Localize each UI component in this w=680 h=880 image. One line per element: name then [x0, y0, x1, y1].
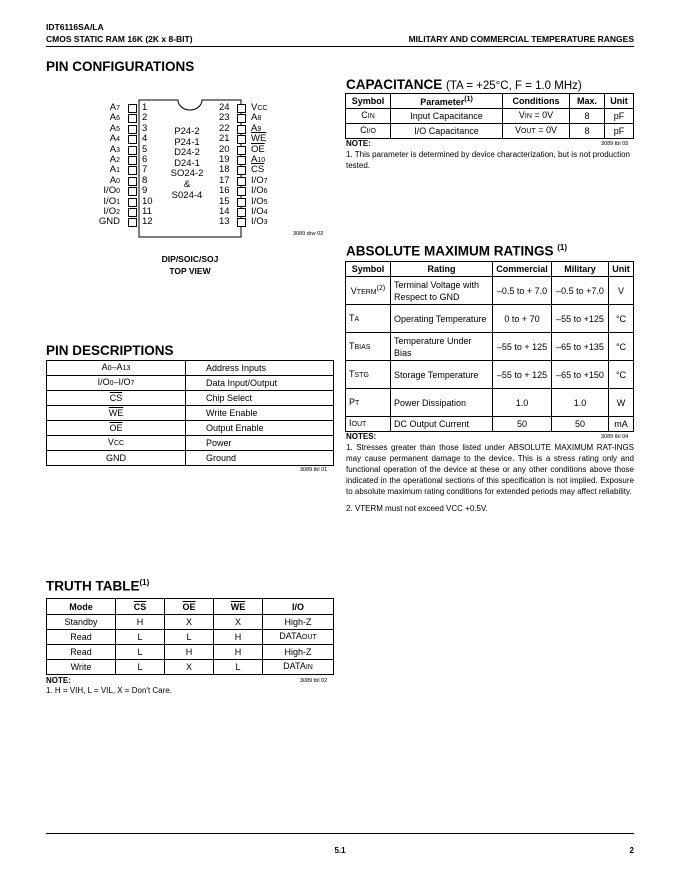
pin-number-left: 3 [142, 122, 148, 134]
abs-max-title-text: ABSOLUTE MAXIMUM RATINGS [346, 243, 554, 259]
pin-number-right: 21 [219, 133, 230, 145]
capacitance-title-text: CAPACITANCE [346, 77, 443, 92]
col-header: Max. [570, 94, 605, 109]
package-code: P24-1 [174, 136, 200, 148]
pin-desc-table [46, 360, 334, 466]
table-cell: Write Enable [186, 406, 334, 421]
footer-section: 5.1 [334, 846, 346, 855]
table-cell: 8 [570, 109, 605, 124]
table-cell: –55 to + 125 [493, 361, 552, 389]
col-header [165, 599, 214, 615]
table-row [346, 361, 634, 389]
col-header: Parameter$^{(1)}$ [391, 94, 503, 109]
table-row [47, 436, 334, 451]
table-row [47, 391, 334, 406]
pin-number-left: 9 [142, 185, 148, 197]
truth-title-sup: (1) [139, 578, 150, 587]
table-row [47, 660, 334, 675]
col-header-text: $\overline{OE}$ [182, 601, 196, 612]
pin-number-right: 13 [219, 216, 230, 228]
table-cell: VOUT = 0V [503, 124, 570, 139]
abs-max-title [346, 243, 567, 259]
table-row [47, 630, 334, 645]
table-row [346, 109, 634, 124]
truth-note: 1. H = VIH, L = VIL, X = Don't Care. [46, 686, 172, 695]
pin-box [128, 218, 137, 227]
table-cell: GND [47, 451, 186, 466]
pin-number-right: 15 [219, 195, 230, 207]
table-row [47, 451, 334, 466]
pin-label-right: I/O4 [251, 206, 268, 217]
pin-box [237, 125, 246, 134]
col-header-text: $\overline{CS}$ [133, 601, 147, 612]
pin-label-left: A7 [109, 102, 120, 113]
dip-caption-view: TOP VIEW [169, 266, 211, 276]
col-header: Unit [605, 94, 634, 109]
pin-box [237, 177, 246, 186]
pin-name: $\overline{CS}$ [109, 393, 123, 403]
pin-name: $\overline{WE}$ [108, 408, 124, 418]
pin-label-right: I/O3 [251, 216, 268, 228]
pin-label-left: I/O0 [103, 185, 120, 197]
abs-max-title-sup: (1) [557, 243, 568, 252]
pin-box [128, 156, 137, 165]
table-cell: pF [605, 109, 634, 124]
table-cell [47, 406, 186, 421]
pin-box [237, 156, 246, 165]
table-row [346, 305, 634, 333]
table-cell: L [214, 660, 263, 675]
header-right: MILITARY AND COMMERCIAL TEMPERATURE RANGES [408, 34, 634, 44]
col-header: Conditions [503, 94, 570, 109]
col-header: Mode [47, 599, 116, 615]
truth-table [46, 598, 334, 675]
col-header [116, 599, 165, 615]
pin-number-right: 17 [219, 174, 230, 186]
pin-number-right: 20 [219, 143, 230, 155]
table-row [47, 361, 334, 376]
pin-number-left: 10 [142, 195, 153, 207]
table-cell: –55 to +125 [552, 305, 609, 333]
table-cell: –0.5 to +7.0 [552, 277, 609, 305]
pin-label-left: A3 [109, 143, 120, 155]
table-cell: DATAIN [263, 660, 334, 675]
table-cell: –65 to +135 [552, 333, 609, 361]
pin-label-left: A4 [109, 133, 120, 145]
pin-box [237, 198, 246, 207]
pin-number-right: 23 [219, 112, 230, 124]
pin-label-left: GND [98, 216, 120, 228]
pin-label-right: $\overline{CS}$ [251, 164, 265, 176]
pin-box [237, 114, 246, 123]
page-number: 2 [629, 846, 634, 855]
table-cell: –65 to +150 [552, 361, 609, 389]
table-cell: H [116, 615, 165, 630]
capacitance-table [345, 93, 634, 139]
table-cell: X [165, 615, 214, 630]
table-cell: DATAOUT [263, 630, 334, 645]
table-cell: Read [47, 645, 116, 660]
table-cell: Storage Temperature [391, 361, 493, 389]
pin-number-left: 12 [142, 216, 153, 228]
table-cell: X [165, 660, 214, 675]
table-cell: High-Z [263, 615, 334, 630]
table-cell: L [116, 645, 165, 660]
pin-number-right: 24 [219, 102, 230, 113]
pin-config-title: PIN CONFIGURATIONS [46, 59, 195, 74]
table-cell: High-Z [263, 645, 334, 660]
pin-number-left: 7 [142, 164, 148, 176]
table-cell: Operating Temperature [391, 305, 493, 333]
table-row [47, 376, 334, 391]
table-cell: H [214, 630, 263, 645]
pin-number-left: 8 [142, 174, 148, 186]
table-cell: Power [186, 436, 334, 451]
table-cell: I/O0–I/O7 [47, 376, 186, 391]
drawing-id: 3089 drw 02 [293, 231, 324, 237]
table-row [47, 645, 334, 660]
table-cell: PT [346, 389, 391, 417]
table-cell: A0–A13 [47, 361, 186, 376]
abs-max-table-id: 3089 tbl 04 [601, 434, 629, 440]
pin-number-right: 18 [219, 164, 230, 176]
table-cell: L [116, 660, 165, 675]
pin-number-left: 6 [142, 154, 148, 165]
pin-box [128, 166, 137, 175]
pin-label-left: A2 [109, 154, 120, 165]
pin-box [128, 177, 137, 186]
table-cell: –0.5 to + 7.0 [493, 277, 552, 305]
pin-label-right: I/O7 [251, 174, 268, 186]
table-cell: °C [609, 361, 634, 389]
pin-box [128, 114, 137, 123]
table-row [47, 615, 334, 630]
table-cell: W [609, 389, 634, 417]
pin-number-left: 4 [142, 133, 148, 145]
table-cell: VCC [47, 436, 186, 451]
abs-max-note-2: 2. VTERM must not exceed VCC +0.5V. [346, 504, 488, 513]
pin-box [128, 135, 137, 144]
capacitance-table-id: 3089 tbl 03 [601, 141, 629, 147]
col-header [214, 599, 263, 615]
table-cell: 1.0 [552, 389, 609, 417]
table-cell: 0 to + 70 [493, 305, 552, 333]
pin-box [128, 125, 137, 134]
table-header-row [47, 599, 334, 615]
col-header: Symbol [346, 262, 391, 277]
package-code: S024-4 [171, 189, 203, 201]
table-cell: 50 [552, 417, 609, 432]
pin-label-right: A9 [251, 122, 262, 134]
truth-title-text: TRUTH TABLE [46, 578, 140, 594]
table-cell: Address Inputs [186, 361, 334, 376]
pin-label-right: I/O6 [251, 185, 268, 197]
pin-box [128, 104, 137, 113]
pin-desc-title: PIN DESCRIPTIONS [46, 343, 174, 358]
table-cell: VIN = 0V [503, 109, 570, 124]
pin-number-left: 5 [142, 143, 148, 155]
abs-max-note-1: 1. Stresses greater than those listed under ABSOLUTE MAXIMUM RAT-INGS may cause permanent damage to the device. This is a stress rating only and functional operation of the device at these or any other conditions above those indicated in the operational sections of this specification is not implied. Exposure to absolute maximum rating conditions for extended periods may affect reliability. [346, 443, 634, 496]
package-code: & [183, 178, 191, 190]
pin-label-left: I/O2 [103, 206, 120, 217]
dip-caption [138, 253, 242, 277]
capacitance-note-label: NOTE: [346, 139, 371, 148]
table-cell: mA [609, 417, 634, 432]
pin-box [237, 104, 246, 113]
pin-number-right: 16 [219, 185, 230, 197]
pin-box [128, 198, 137, 207]
pin-label-left: A0 [109, 174, 120, 186]
table-header-row [346, 262, 634, 277]
table-cell: TBIAS [346, 333, 391, 361]
table-row [346, 124, 634, 139]
pin-desc-table-id: 3089 tbl 01 [300, 467, 328, 473]
pin-label-left: A6 [109, 112, 120, 124]
table-cell: Power Dissipation [391, 389, 493, 417]
pin-box [237, 146, 246, 155]
pin-box [237, 166, 246, 175]
pin-label-right: VCC [251, 102, 268, 113]
table-cell: Standby [47, 615, 116, 630]
table-cell: pF [605, 124, 634, 139]
pin-label-right: A10 [251, 154, 266, 165]
table-cell: TSTG [346, 361, 391, 389]
truth-note-label: NOTE: [46, 676, 71, 685]
table-cell: I/O Capacitance [391, 124, 503, 139]
pin-label-left: I/O1 [103, 195, 120, 207]
table-cell: Write [47, 660, 116, 675]
table-cell: X [214, 615, 263, 630]
table-cell: °C [609, 305, 634, 333]
table-cell: CIN [346, 109, 391, 124]
table-cell: L [165, 630, 214, 645]
table-cell [47, 391, 186, 406]
pin-number-left: 11 [142, 206, 152, 217]
table-row [346, 277, 634, 305]
table-cell: V [609, 277, 634, 305]
table-cell [47, 421, 186, 436]
pin-label-left: A1 [109, 164, 120, 176]
col-header-text: $\overline{WE}$ [230, 601, 246, 612]
col-header: Commercial [493, 262, 552, 277]
pin-box [128, 208, 137, 217]
table-cell: VTERM$^{(2)}$ [346, 277, 391, 305]
table-row [346, 333, 634, 361]
abs-max-table [345, 261, 634, 432]
capacitance-title [346, 77, 582, 92]
table-row [346, 389, 634, 417]
pin-label-right: A8 [251, 112, 262, 124]
pin-label-right: I/O5 [251, 195, 268, 207]
package-code: D24-1 [174, 157, 200, 169]
table-cell: Read [47, 630, 116, 645]
table-cell: Ground [186, 451, 334, 466]
table-cell: Output Enable [186, 421, 334, 436]
table-cell: IOUT [346, 417, 391, 432]
col-header: Symbol [346, 94, 391, 109]
truth-table-title [46, 578, 149, 594]
table-cell: DC Output Current [391, 417, 493, 432]
part-description: CMOS STATIC RAM 16K (2K x 8-BIT) [46, 34, 193, 44]
col-header: Rating [391, 262, 493, 277]
table-cell: H [214, 645, 263, 660]
table-row [47, 406, 334, 421]
table-cell: TA [346, 305, 391, 333]
pin-label-left: A5 [109, 122, 120, 134]
table-cell: 8 [570, 124, 605, 139]
col-header: Military [552, 262, 609, 277]
table-cell: H [165, 645, 214, 660]
table-cell: L [116, 630, 165, 645]
table-cell: Input Capacitance [391, 109, 503, 124]
package-code: SO24-2 [170, 168, 204, 180]
table-cell: Terminal Voltage with Respect to GND [391, 277, 493, 305]
pin-number-right: 19 [219, 154, 230, 165]
table-cell: CI/O [346, 124, 391, 139]
table-cell: °C [609, 333, 634, 361]
pin-number-right: 14 [219, 206, 230, 217]
pin-name: $\overline{OE}$ [109, 423, 123, 433]
col-header: Unit [609, 262, 634, 277]
pin-number-left: 2 [142, 112, 148, 124]
footer-rule [46, 833, 634, 834]
table-cell: Data Input/Output [186, 376, 334, 391]
abs-max-note-label: NOTES: [346, 432, 377, 441]
truth-table-id: 3089 tbl 02 [300, 678, 328, 684]
pin-label-right: $\overline{OE}$ [251, 143, 265, 155]
pin-box [237, 208, 246, 217]
pin-label-right: $\overline{WE}$ [251, 133, 267, 145]
table-cell: –55 to + 125 [493, 333, 552, 361]
table-cell: Chip Select [186, 391, 334, 406]
package-code: D24-2 [174, 147, 200, 159]
pin-box [128, 146, 137, 155]
pin-box [237, 218, 246, 227]
table-cell: 50 [493, 417, 552, 432]
package-list [160, 127, 214, 201]
capacitance-note: 1. This parameter is determined by device characterization, but is not production tested. [346, 150, 630, 170]
col-header: I/O [263, 599, 334, 615]
pin-number-right: 22 [219, 122, 230, 134]
package-code: P24-2 [174, 126, 200, 137]
pin-box [237, 135, 246, 144]
pin-box [128, 187, 137, 196]
table-cell: 1.0 [493, 389, 552, 417]
table-row [346, 417, 634, 432]
pin-box [237, 187, 246, 196]
part-number: IDT6116SA/LA [46, 22, 104, 32]
table-row [47, 421, 334, 436]
table-header-row [346, 94, 634, 109]
capacitance-conditions: (TA = +25°C, F = 1.0 MHz) [446, 80, 582, 92]
pin-number-left: 1 [142, 102, 148, 113]
dip-caption-package: DIP/SOIC/SOJ [161, 254, 219, 264]
table-cell: Temperature Under Bias [391, 333, 493, 361]
